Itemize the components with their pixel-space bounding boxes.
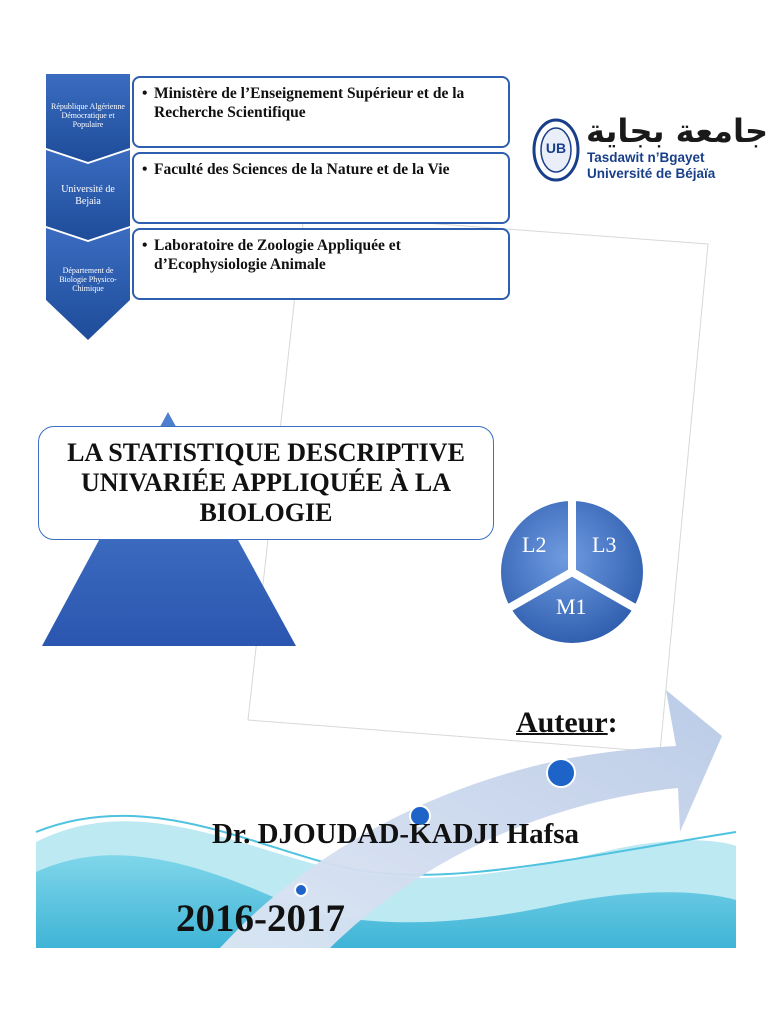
bullet-icon: • [142, 161, 148, 178]
info-faculty-text: Faculté des Sciences de la Nature et de la Vie [154, 161, 450, 178]
academic-year: 2016-2017 [176, 897, 345, 940]
info-ministry-text: Ministère de l’Enseignement Supérieur et de la Recherche Scientifique [154, 85, 465, 121]
level-m1: M1 [556, 594, 587, 619]
arrow-dot-small [295, 884, 307, 896]
logo-kabyle-text: Tasdawit n’Bgayet [587, 150, 705, 165]
author-heading [516, 706, 618, 740]
author-name: Dr. DJOUDAD-KADJI Hafsa [212, 818, 580, 850]
info-box-ministry [132, 76, 510, 148]
chevron-department [46, 248, 130, 310]
levels-pie [500, 498, 644, 644]
logo-arabic-text: جامعة بجاية [586, 112, 768, 150]
level-l2: L2 [522, 532, 547, 557]
info-box-laboratory [132, 228, 510, 300]
level-l3: L3 [592, 532, 617, 557]
logo-french-text: Université de Béjaïa [587, 166, 716, 181]
bullet-icon: • [142, 237, 148, 254]
author-colon: : [607, 706, 618, 739]
bullet-icon: • [142, 85, 148, 102]
chevron-republic [46, 82, 130, 148]
chevron-university [46, 166, 130, 226]
document-title: LA STATISTIQUE DESCRIPTIVE UNIVARIÉE APPLIQUÉE À LA BIOLOGIE [67, 438, 465, 527]
author-label: Auteur [516, 706, 608, 739]
info-laboratory-text: Laboratoire de Zoologie Appliquée et d’Ecophysiologie Animale [154, 237, 401, 273]
arrow-dot-large [547, 759, 575, 787]
chevron-department-label: Département de Biologie Physico-Chimique [59, 265, 117, 293]
logo-emblem-letters: UB [545, 140, 567, 156]
info-box-faculty [132, 152, 510, 224]
document-title-box [38, 426, 494, 540]
chevron-republic-label: République Algérienne Démocratique et Populaire [51, 101, 125, 129]
chevron-university-label: Université de Bejaia [61, 184, 115, 207]
